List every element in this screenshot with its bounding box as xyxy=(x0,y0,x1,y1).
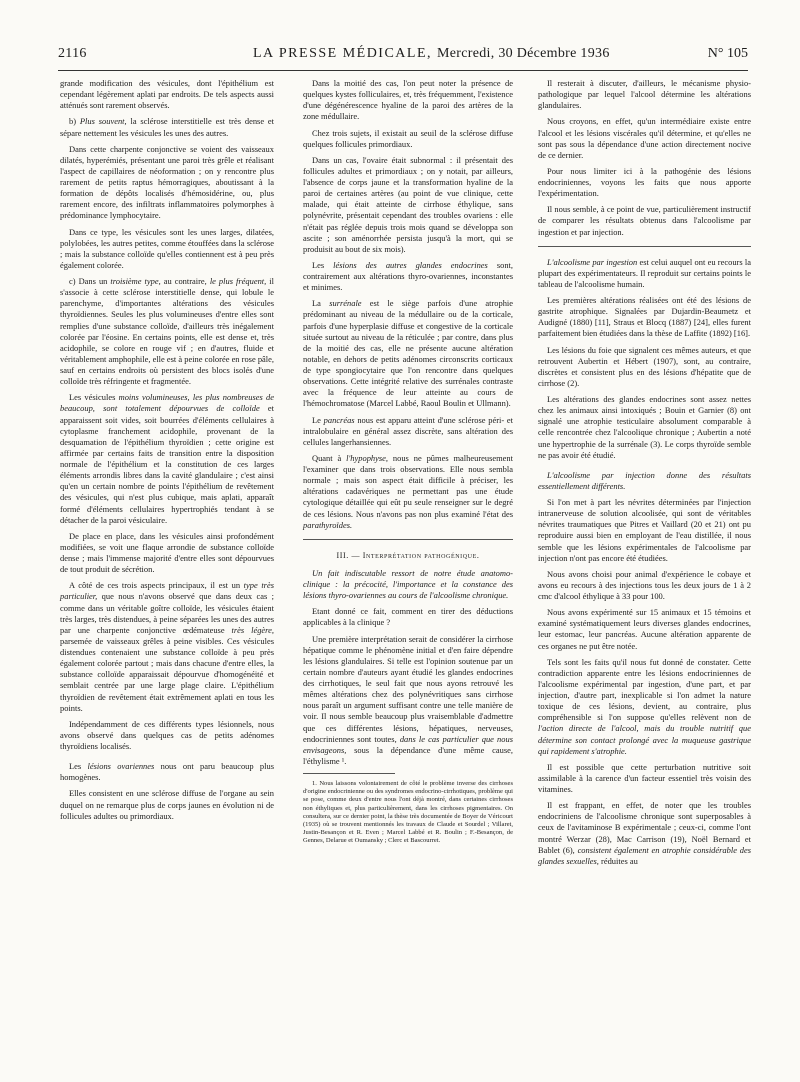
paragraph: b) Plus souvent, la sclérose interstitielle est très dense et sépare nettement les vésicules les unes des autres. xyxy=(60,116,275,138)
paragraph: Les premières altérations réalisées ont été des lésions de gastrite atrophique. Signalées par Dujardin-Beaumetz et Audigné (1880) [11], Straus et Blocq (1887) [24], elles furent parfaitement bien étudiées dans la thèse de Laffite (1892) [16]. xyxy=(538,295,751,339)
paragraph: Dans un cas, l'ovaire était subnormal : il présentait des follicules adultes et primordiaux ; on y notait, par ailleurs, l'absence de corps jaune et la transformation hyaline de la paroi de certaines artères (au point de vue clinique, cette malade, qui était atteinte de cirrhose éthylique, sans polynévrite, présentait cependant des troubles ovariens : elle n'était pas réglée depuis trois mois quand se développa son ascite ; son aménorrhée persista jusqu'à la mort, qui se produisit au bout de six mois). xyxy=(303,154,513,254)
paragraph: De place en place, dans les vésicules ainsi profondément modifiées, se voit une flaque arrondie de substance colloïde dense ; mais l'immense majorité d'entre elles sont dépourvues de tout produit de sécrétion. xyxy=(60,530,274,575)
paragraph: Quant à l'hypophyse, nous ne pûmes malheureusement l'examiner que dans trois observations. Elle nous sembla normale ; mais son aspect était difficile à préciser, les altérations cadavériques ne permettant pas une étude cytologique détaillée qui eût pu seule renseigner sur le degré de ces lésions. Nous n'avons pas non plus examiné l'état des parathyroïdes. xyxy=(303,452,513,530)
column-3 xyxy=(538,78,751,872)
column-2 xyxy=(303,78,513,846)
paragraph: Les lésions des autres glandes endocrines sont, contrairement aux altérations thyro-ovariennes, inconstantes et minimes. xyxy=(303,259,514,293)
issue-number: N° 105 xyxy=(707,46,748,61)
paragraph: Les altérations des glandes endocrines sont assez nettes chez les animaux ainsi intoxiqués ; Bouin et Garnier (8) ont signalé une atrophie testiculaire absolument comparable à celle rencontrée chez l'alcoolique chronique ; Aubertin a noté une hypertrophie de la surrénale (3). Le corps thyroïde semble ne pas avoir été étudié. xyxy=(538,394,751,460)
page-header xyxy=(58,46,748,66)
paragraph: A côté de ces trois aspects principaux, il est un type très particulier, que nous n'avons observé que dans deux cas ; comme dans un véritable goître colloïde, les vésicules étaient très larges, très distendues, à peine séparées les unes des autres par une charpente conjonctive œdémateuse très légère, parsemée de vaisseaux grêles à peine visibles. Ces vésicules distendues contenaient une substance colloïde à peu près également colorée partout ; mais dans chacune d'entre elles, la substance colloïde apparaissait dépourvue d'homogénéité et semblait centrée par une large plage claire. L'épithélium thyroïdien de revêtement était extrêmement aplati en tous les points. xyxy=(60,580,274,713)
paragraph: Si l'on met à part les névrites déterminées par l'injection intranerveuse de solution alcoolisée, qui sont de véritables névrites traumatiques que Pitres et Vaillard (20 et 21) ont pu reproduire aussi bien en employant de l'eau distillée, il nous semble que les lésions expérimentales de l'alcoolisme par injection n'ont pas encore été étudiées. xyxy=(538,497,751,563)
paragraph: Indépendamment de ces différents types lésionnels, nous avons observé dans quelques cas de petits adénomes thyroïdiens localisés. xyxy=(60,718,274,751)
section-separator xyxy=(538,246,751,247)
paragraph: L'alcoolisme par injection donne des résultats essentiellement différents. xyxy=(538,469,751,491)
paragraph: Nous croyons, en effet, qu'un intermédiaire existe entre l'alcool et les lésions viscérales qu'il détermine, et qu'elles ne sont pas sous la dépendance d'une action directement nocive de ce dernier. xyxy=(538,116,751,160)
paragraph: Etant donné ce fait, comment en tirer des déductions applicables à la clinique ? xyxy=(303,606,513,628)
paragraph: Il est possible que cette perturbation nutritive soit assimilable à la carence d'un facteur essentiel très voisin des vitamines. xyxy=(538,761,751,794)
paragraph: Elles consistent en une sclérose diffuse de l'organe au sein duquel on ne remarque plus de corps jaunes en évolution ni de follicules adultes ou primordiaux. xyxy=(60,788,274,821)
footnote-rule xyxy=(303,773,395,774)
footnote: 1. Nous laissons volontairement de côté le problème inverse des cirrhoses d'origine endocrinienne ou des syndromes endocrino-cirrhotiques, problème qui se pose, comme deux d'entre nous l'ont déjà montré, dans certaines cirrhoses non éthyliques et, plus particulièrement, dans les cirrhoses pigmentaires. On consultera, sur ce dernier point, la thèse très documentée de Boyer de Véricourt (1935) où se trouvent mentionnés les travaux de Claude et Sourdel ; Villaret, Justin-Besançon et R. Even ; Marcel Labbé et R. Boulin ; F.-Besançon, de Gennes, Delarue et Oumansky ; Clerc et Bascourret. xyxy=(303,780,513,845)
journal-title-line xyxy=(253,46,610,62)
paragraph: Il est frappant, en effet, de noter que les troubles endocriniens de l'alcoolisme chronique sont superposables à ceux de l'avitaminose B expérimentale ; ceux-ci, comme l'ont montré Werzar (28), Mac Carrison (19), Noël Bernard et Bablet (6), consistent également en atrophie considérable des glandes sexuelles, réduites au xyxy=(538,800,751,866)
paragraph: Nous avons choisi pour animal d'expérience le cobaye et avons eu recours à des injections tous les deux jours de 1 à 2 cmc d'alcool éthylique à 33 pour 100. xyxy=(538,568,751,601)
paragraph: Pour nous limiter ici à la pathogénie des lésions endocriniennes, voyons les faits que nous apporte l'expérimentation. xyxy=(538,165,751,199)
paragraph: Un fait indiscutable ressort de notre étude anatomo-clinique : la précocité, l'importance et la constance des lésions thyro-ovariennes au cours de l'alcoolisme chronique. xyxy=(303,567,513,601)
paragraph: L'alcoolisme par ingestion est celui auquel ont eu recours la plupart des expérimentateurs. Il reproduit sur certains points le tableau de l'alcoolisme humain. xyxy=(538,256,751,289)
paragraph: Dans ce type, les vésicules sont les unes larges, dilatées, polylobées, les autres petites, comme étouffées dans la sclérose ; mais la substance colloïde qu'elles contiennent est à peu près également colorée. xyxy=(60,226,274,270)
paragraph: Tels sont les faits qu'il nous fut donné de constater. Cette contradiction apparente entre les lésions endocriniennes de l'alcoolisme expérimental par ingestion, d'une part, et par injection, d'autre part, inexplicable si l'on admet la nature toxique de ces lésions, devient, au contraire, plus compréhensible si l'on suppose qu'elles relèvent non de l'action directe de l'alcool, mais du trouble nutritif que détermine son contact prolongé avec la muqueuse gastrique qui rapidement s'atrophie. xyxy=(538,656,751,756)
paragraph: Les lésions du foie que signalent ces mêmes auteurs, et que retrouvent Aubertin et Hébert (1907), sont, au contraire, discrètes et consistent plus en des lésions d'hépatite que de cirrhose (2). xyxy=(538,344,751,388)
paragraph: Les lésions ovariennes nous ont paru beaucoup plus homogènes. xyxy=(60,761,275,783)
column-1 xyxy=(60,78,274,827)
paragraph: Le pancréas nous est apparu atteint d'une sclérose péri- et intralobulaire en général assez discrète, sans altération des cellules langerhansiennes. xyxy=(303,414,514,447)
paragraph: La surrénale est le siège parfois d'une atrophie prédominant au niveau de la médullaire ou de la corticale, parfois d'une hyperplasie diffuse et congestive de la corticale située surtout au niveau de la réticulée ; par contre, dans plus de la moitié des cas, elle ne présente aucune altération notable, en dehors de petits adénomes circonscrits corticaux de type spongiocytaire que l'on rencontre dans quelques observations. Cette intégrité relative des surrénales contraste avec la fréquence de leur atteinte au cours de l'hémochromatose (Marcel Labbé, Raoul Boulin et Ullmann). xyxy=(303,298,513,409)
paragraph: Une première interprétation serait de considérer la cirrhose hépatique comme le phénomène initial et d'en faire dépendre les lésions glandulaires. Si telle est l'opinion soutenue par un certain nombre d'auteurs ayant étudié les glandes endocrines des cirrhotiques, le seul fait que nous ayons retrouvé les mêmes altérations chez des polynévritiques sans cirrhose nous paraît un argument suffisant contre une telle manière de voir. Il nous semble beaucoup plus vraisemblable d'admettre que ces différentes lésions, hépatiques, nerveuses, endocriniennes sont toutes, dans le cas particulier que nous envisageons, sous la dépendance d'une même cause, l'éthylisme ¹. xyxy=(303,633,514,766)
paragraph: Dans la moitié des cas, l'on peut noter la présence de quelques kystes folliculaires, et, très fréquemment, l'existence d'une dégénérescence hyaline de la paroi des artères de la zone médullaire. xyxy=(303,78,513,122)
page-number: 2116 xyxy=(58,46,87,61)
paragraph: Les vésicules moins volumineuses, les plus nombreuses de beaucoup, sont totalement dépourvues de colloïde et apparaissent soit vides, soit bourrées d'éléments cellulaires à cytoplasme franchement acidophile, provenant de la desquamation de l'épithélium thyroïdien ; cette origine est affirmée par certains faits de transition entre la disposition normale de l'épithélium et la constitution de ces larges éléments arrondis libres dans la cavité glandulaire ; c'est ainsi qu'en un certain nombre de points l'épithélium de revêtement des vésicules, qui n'est plus cubique, mais aplati, apparaît formé d'éléments cellulaires hypertrophiés tendant à se détacher de la paroi vésiculaire. xyxy=(60,392,274,525)
paragraph: Chez trois sujets, il existait au seuil de la sclérose diffuse quelques follicules primordiaux. xyxy=(303,127,513,149)
paragraph: Il nous semble, à ce point de vue, particulièrement instructif de comparer les résultats obtenus dans l'alcoolisme par ingestion et par injection. xyxy=(538,204,751,237)
issue-date: Mercredi, 30 Décembre 1936 xyxy=(437,46,610,61)
paragraph: Nous avons expérimenté sur 15 animaux et 15 témoins et examiné systématiquement leurs diverses glandes endocrines, leur estomac, leur pancréas. Aucune altération apparente de ces organes ne put être notée. xyxy=(538,607,751,651)
paragraph: Il resterait à discuter, d'ailleurs, le mécanisme physio-pathologique par lequel l'alcool détermine les altérations glandulaires. xyxy=(538,78,751,111)
section-heading: III. — Interprétation pathogénique. xyxy=(336,550,480,560)
section-separator xyxy=(303,539,513,540)
paragraph: grande modification des vésicules, dont l'épithélium est cependant légèrement aplati par endroits. De tels aspects aussi atténués sont rarement observés. xyxy=(60,78,274,111)
journal-name: LA PRESSE MÉDICALE, xyxy=(253,46,433,61)
paragraph: c) Dans un troisième type, au contraire, le plus fréquent, il s'associe à cette sclérose interstitielle dense, qui lobule le parenchyme, d'importantes altérations des vésicules thyroïdiennes. Seules les plus volumineuses d'entre elles sont remplies d'une substance colloïde, d'ailleurs très inégalement colorée par l'éosine. En certains points, elle est dense et, très acidophile, se colore en rouge vif ; en d'autres, fluide et véritablement amphophile, elle est à peine colorée en rose pâle, sauf en certains endroits où persistent des blocs isolés d'une colloïde très réfringente et fragmentée. xyxy=(60,276,274,387)
paragraph: Dans cette charpente conjonctive se voient des vaisseaux dilatés, hyperémiés, présentant une paroi très grêle et réalisant l'aspect de capillaires de néoformation ; on y rencontre plus rarement de petits raptus hémorragiques, aboutissant à la formation de dépôts localisés d'hémosidérine, ou, plus rarement encore, des infiltrats inflammatoires polymorphes à prédominance lymphocytaire. xyxy=(60,143,274,221)
header-rule xyxy=(58,70,748,71)
